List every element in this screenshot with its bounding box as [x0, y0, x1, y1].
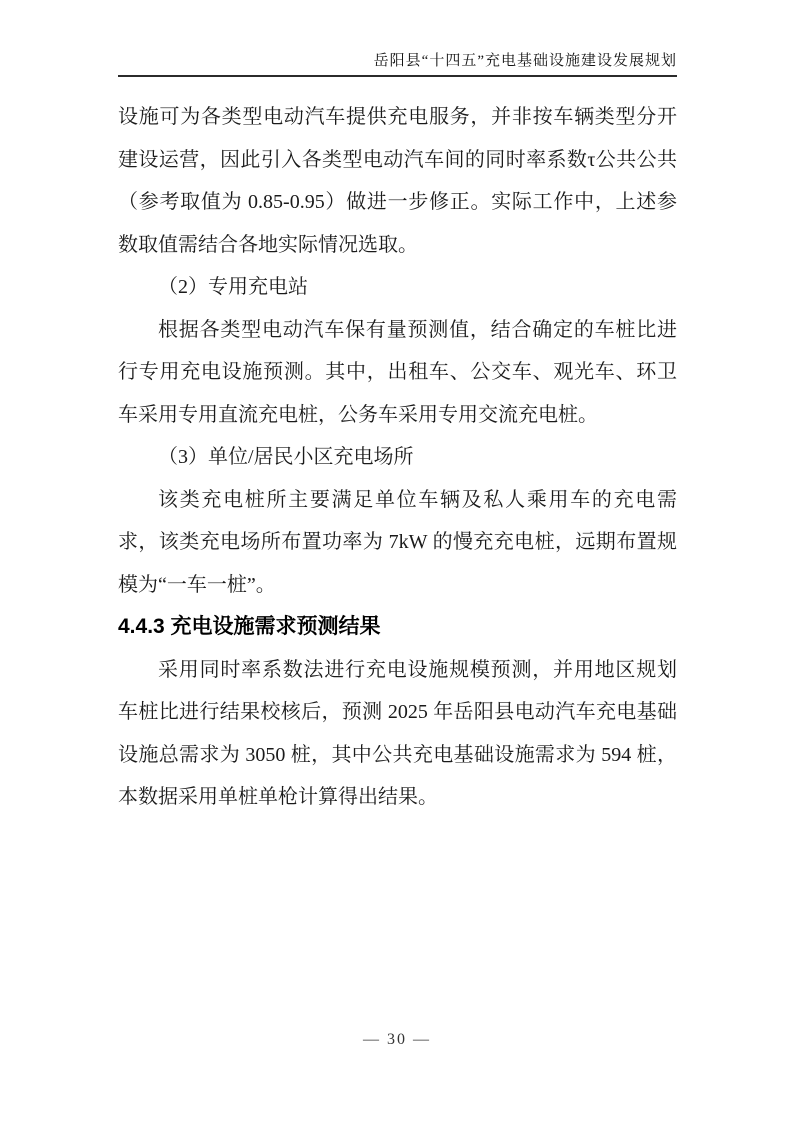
list-item-2-heading: （2）专用充电站 — [158, 276, 308, 298]
section-heading-4-4-3: 4.4.3 充电设施需求预测结果 — [118, 615, 381, 638]
list-item-3-heading: （3）单位/居民小区充电场所 — [158, 446, 414, 468]
paragraph-forecast-result: 采用同时率系数法进行充电设施规模预测，并用地区规划车桩比进行结果校核后，预测 2025 年岳阳县电动汽车充电基础设施总需求为 3050 桩，其中公共充电基础设施需求为 594 桩，本数据采用单桩单枪计算得出结果。 — [118, 658, 677, 808]
page-number: — 30 — — [363, 1031, 431, 1048]
page-footer — [0, 1031, 794, 1049]
paragraph-residential-charging: 该类充电桩所主要满足单位车辆及私人乘用车的充电需求，该类充电场所布置功率为 7kW 的慢充充电桩，远期布置规模为“一车一桩”。 — [118, 488, 677, 596]
paragraph-dedicated-stations: 根据各类型电动汽车保有量预测值，结合确定的车桩比进行专用充电设施预测。其中，出租车、公交车、观光车、环卫车采用专用直流充电桩，公务车采用专用交流充电桩。 — [118, 318, 677, 426]
document-body — [118, 96, 677, 819]
paragraph-simultaneity-factor: 设施可为各类型电动汽车提供充电服务，并非按车辆类型分开建设运营，因此引入各类型电动汽车间的同时率系数τ公共公共（参考取值为 0.85-0.95）做进一步修正。实际工作中，上述参数取值需结合各地实际情况选取。 — [118, 106, 677, 256]
page-header — [118, 50, 677, 77]
header-title: 岳阳县“十四五”充电基础设施建设发展规划 — [373, 53, 677, 69]
